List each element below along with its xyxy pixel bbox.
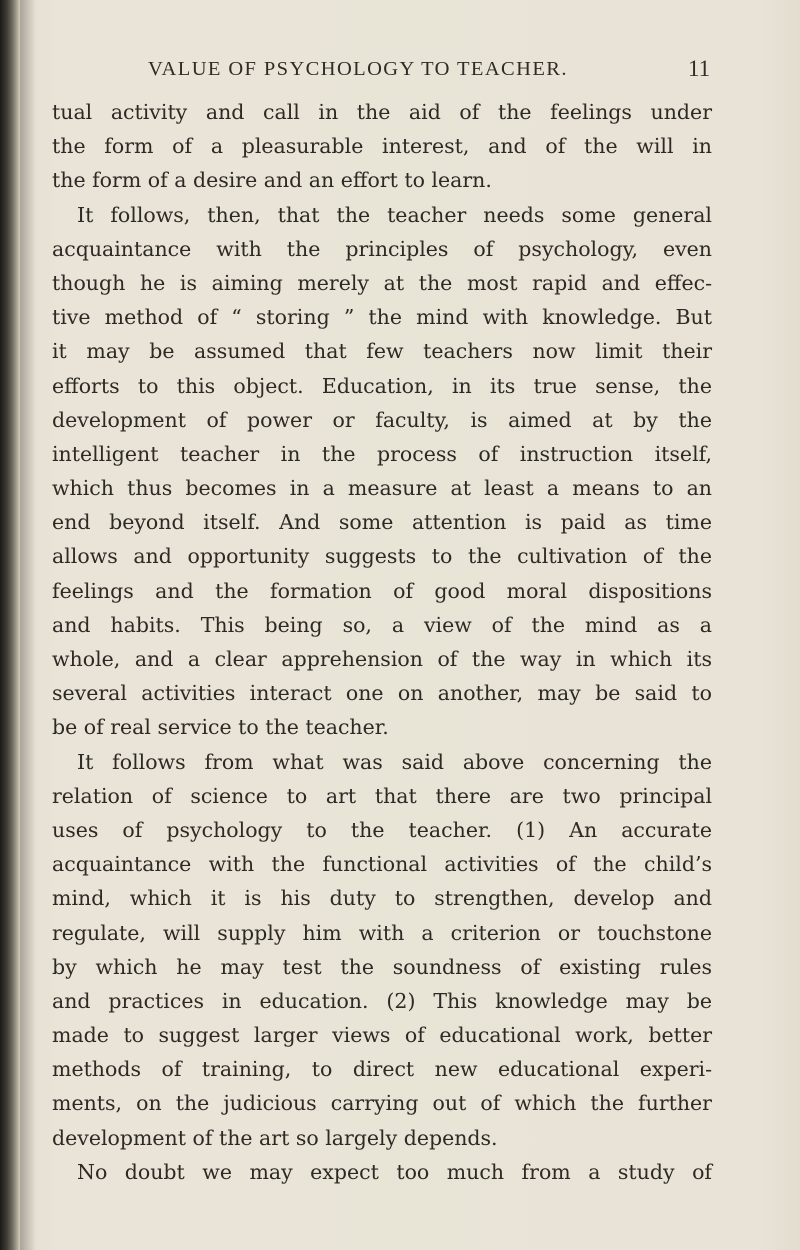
book-binding-edge	[0, 0, 20, 1250]
text-line: which thus becomes in a measure at least a means to an	[52, 476, 712, 501]
page-number: 11	[688, 56, 711, 81]
text-line: development of power or faculty, is aimed at by the	[52, 407, 712, 432]
text-line: No doubt we may expect too much from a study of	[77, 1159, 712, 1184]
text-line: acquaintance with the functional activities of the child’s	[52, 852, 712, 877]
text-line: and practices in education. (2) This knowledge may be	[52, 988, 712, 1013]
text-line: intelligent teacher in the process of instruction itself,	[52, 441, 712, 466]
text-line: be of real service to the teacher.	[52, 715, 389, 740]
text-line: end beyond itself. And some attention is paid as time	[52, 510, 712, 535]
text-line: several activities interact one on another, may be said to	[52, 681, 712, 706]
text-line: regulate, will supply him with a criterion or touchstone	[52, 920, 712, 945]
text-line: development of the art so largely depends.	[52, 1125, 498, 1150]
text-line: whole, and a clear apprehension of the way in which its	[52, 647, 712, 671]
running-head	[0, 58, 800, 88]
text-line: methods of training, to direct new educational experi-	[52, 1057, 712, 1082]
gutter-shadow	[20, 0, 36, 1250]
text-line: the form of a pleasurable interest, and of the will in	[52, 134, 712, 159]
text-line: and habits. This being so, a view of the mind as a	[52, 612, 712, 637]
running-head-title: VALUE OF PSYCHOLOGY TO TEACHER.	[148, 58, 568, 80]
text-line: uses of psychology to the teacher. (1) An accurate	[52, 817, 712, 842]
text-line: efforts to this object. Education, in its true sense, the	[52, 373, 712, 398]
body-text	[52, 95, 712, 1189]
text-line: mind, which it is his duty to strengthen, develop and	[52, 886, 712, 911]
text-line: the form of a desire and an effort to learn.	[52, 168, 492, 193]
text-line: feelings and the formation of good moral dispositions	[52, 578, 712, 603]
text-line: allows and opportunity suggests to the cultivation of the	[52, 544, 712, 569]
text-line: it may be assumed that few teachers now limit their	[52, 339, 712, 364]
text-line: It follows from what was said above concerning the	[77, 749, 712, 774]
text-line: ments, on the judicious carrying out of which the further	[52, 1091, 712, 1116]
text-line: tual activity and call in the aid of the feelings under	[52, 100, 712, 124]
text-line: by which he may test the soundness of existing rules	[52, 954, 712, 979]
text-line: tive method of “ storing ” the mind with knowledge. But	[52, 305, 712, 330]
text-line: relation of science to art that there are two principal	[52, 783, 712, 808]
text-line: It follows, then, that the teacher needs some general	[77, 202, 712, 227]
text-line: acquaintance with the principles of psychology, even	[52, 236, 712, 261]
text-line: though he is aiming merely at the most rapid and effec-	[52, 270, 712, 295]
text-line: made to suggest larger views of educational work, better	[52, 1023, 712, 1048]
